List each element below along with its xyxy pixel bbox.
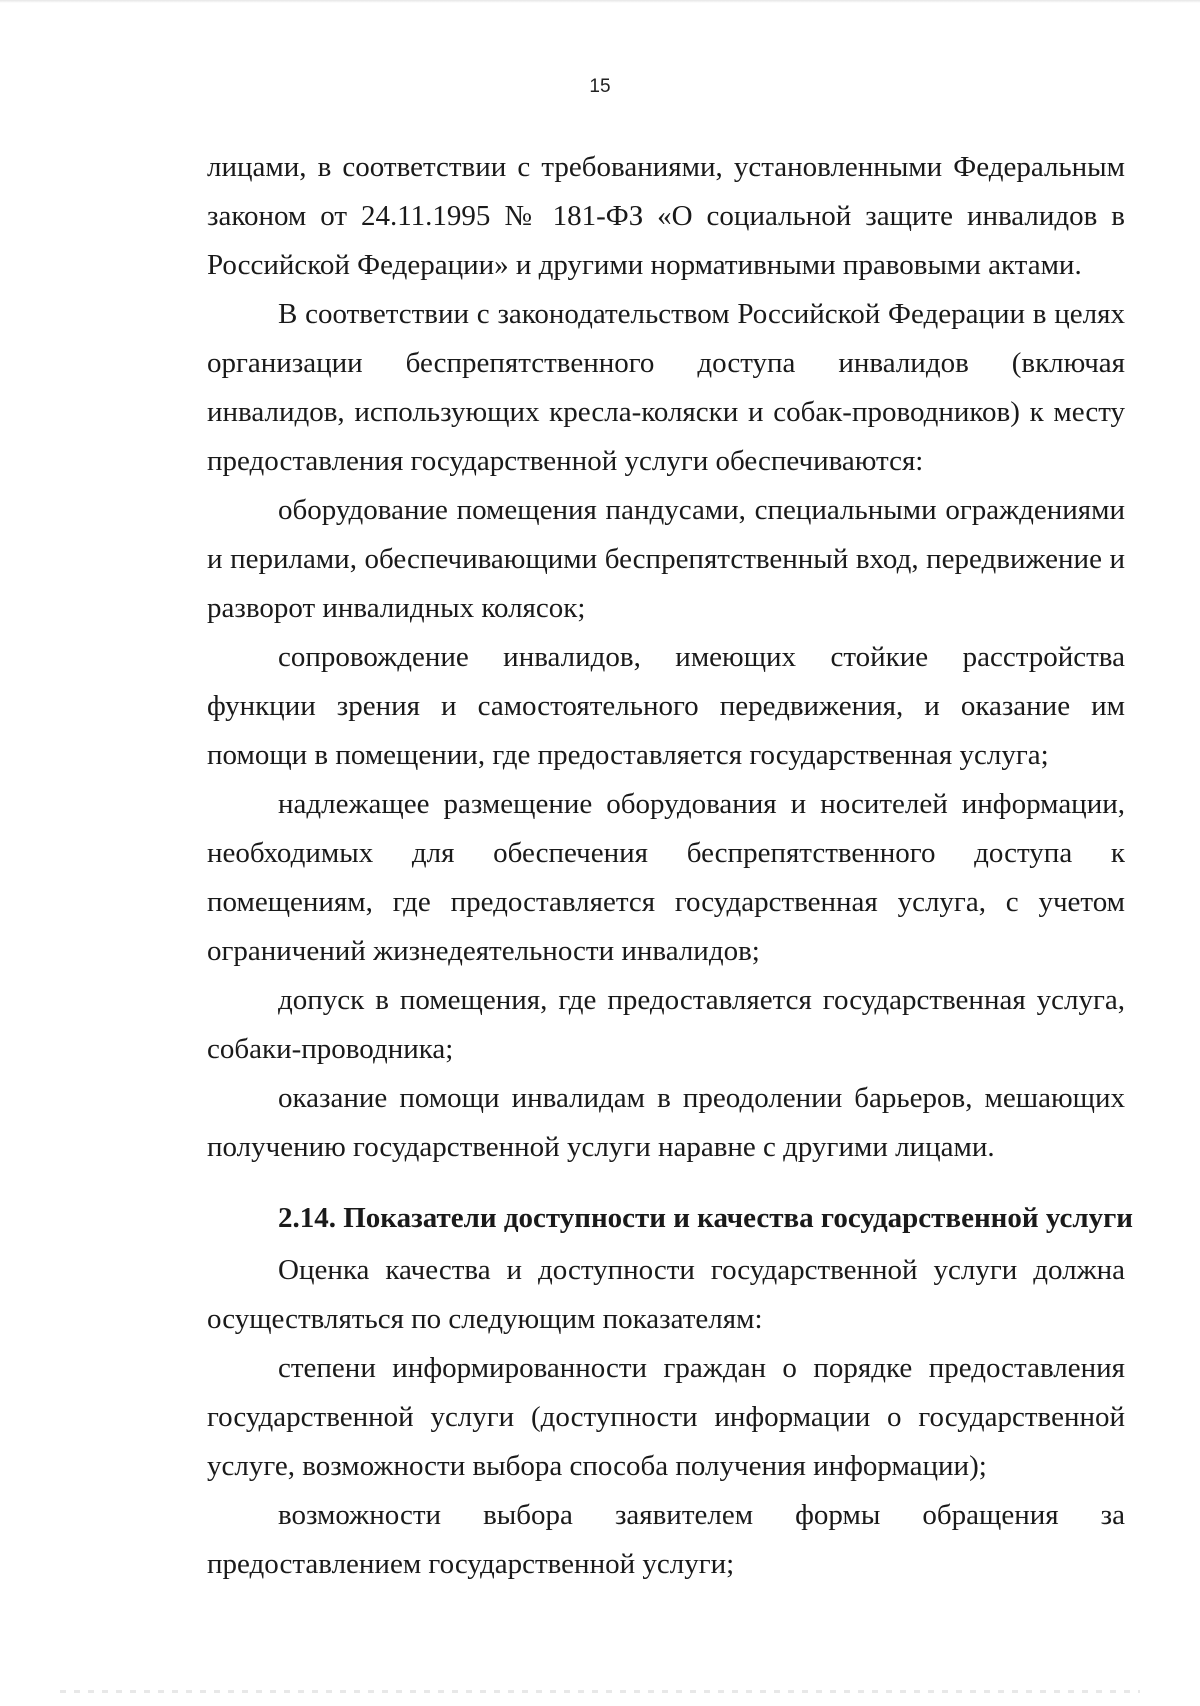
paragraph-accessibility-intro: В соответствии с законодательством Российской Федерации в целях организации беспрепятственного доступа инвалидов (включая инвалидов, использующих кресла-коляски и собак-проводников) к месту предоставления государственной услуги обеспечиваются: xyxy=(207,298,1125,477)
list-item-assistance: оказание помощи инвалидам в преодолении барьеров, мешающих получению государственной услуги наравне с другими лицами. xyxy=(207,1082,1125,1163)
list-item-escort: сопровождение инвалидов, имеющих стойкие расстройства функции зрения и самостоятельного передвижения, и оказание им помощи в помещении, где предоставляется государственная услуга; xyxy=(207,641,1125,771)
page-number: 15 xyxy=(589,76,611,97)
scan-edge-bottom xyxy=(60,1690,1140,1693)
list-item-awareness: степени информированности граждан о порядке предоставления государственной услуги (доступности информации о государственной услуге, возможности выбора способа получения информации); xyxy=(207,1352,1125,1482)
list-item-choice-of-form: возможности выбора заявителем формы обращения за предоставлением государственной услуги; xyxy=(207,1499,1125,1580)
document-body xyxy=(207,143,1133,1589)
paragraph-quality-assessment: Оценка качества и доступности государственной услуги должна осуществляться по следующим показателям: xyxy=(207,1254,1125,1335)
paragraph-continuation: лицами, в соответствии с требованиями, установленными Федеральным законом от 24.11.1995 № 181-ФЗ «О социальной защите инвалидов в Российской Федерации» и другими нормативными правовыми актами. xyxy=(207,151,1125,281)
section-heading: 2.14. Показатели доступности и качества государственной услуги xyxy=(278,1202,1133,1234)
list-item-guide-dog: допуск в помещения, где предоставляется государственная услуга, собаки-проводника; xyxy=(207,984,1125,1065)
list-item-placement: надлежащее размещение оборудования и носителей информации, необходимых для обеспечения беспрепятственного доступа к помещениям, где предоставляется государственная услуга, с учетом ограничений жизнедеятельности инвалидов; xyxy=(207,788,1125,967)
scan-edge-top xyxy=(0,0,1200,3)
list-item-equipment: оборудование помещения пандусами, специальными ограждениями и перилами, обеспечивающими беспрепятственный вход, передвижение и разворот инвалидных колясок; xyxy=(207,494,1125,624)
